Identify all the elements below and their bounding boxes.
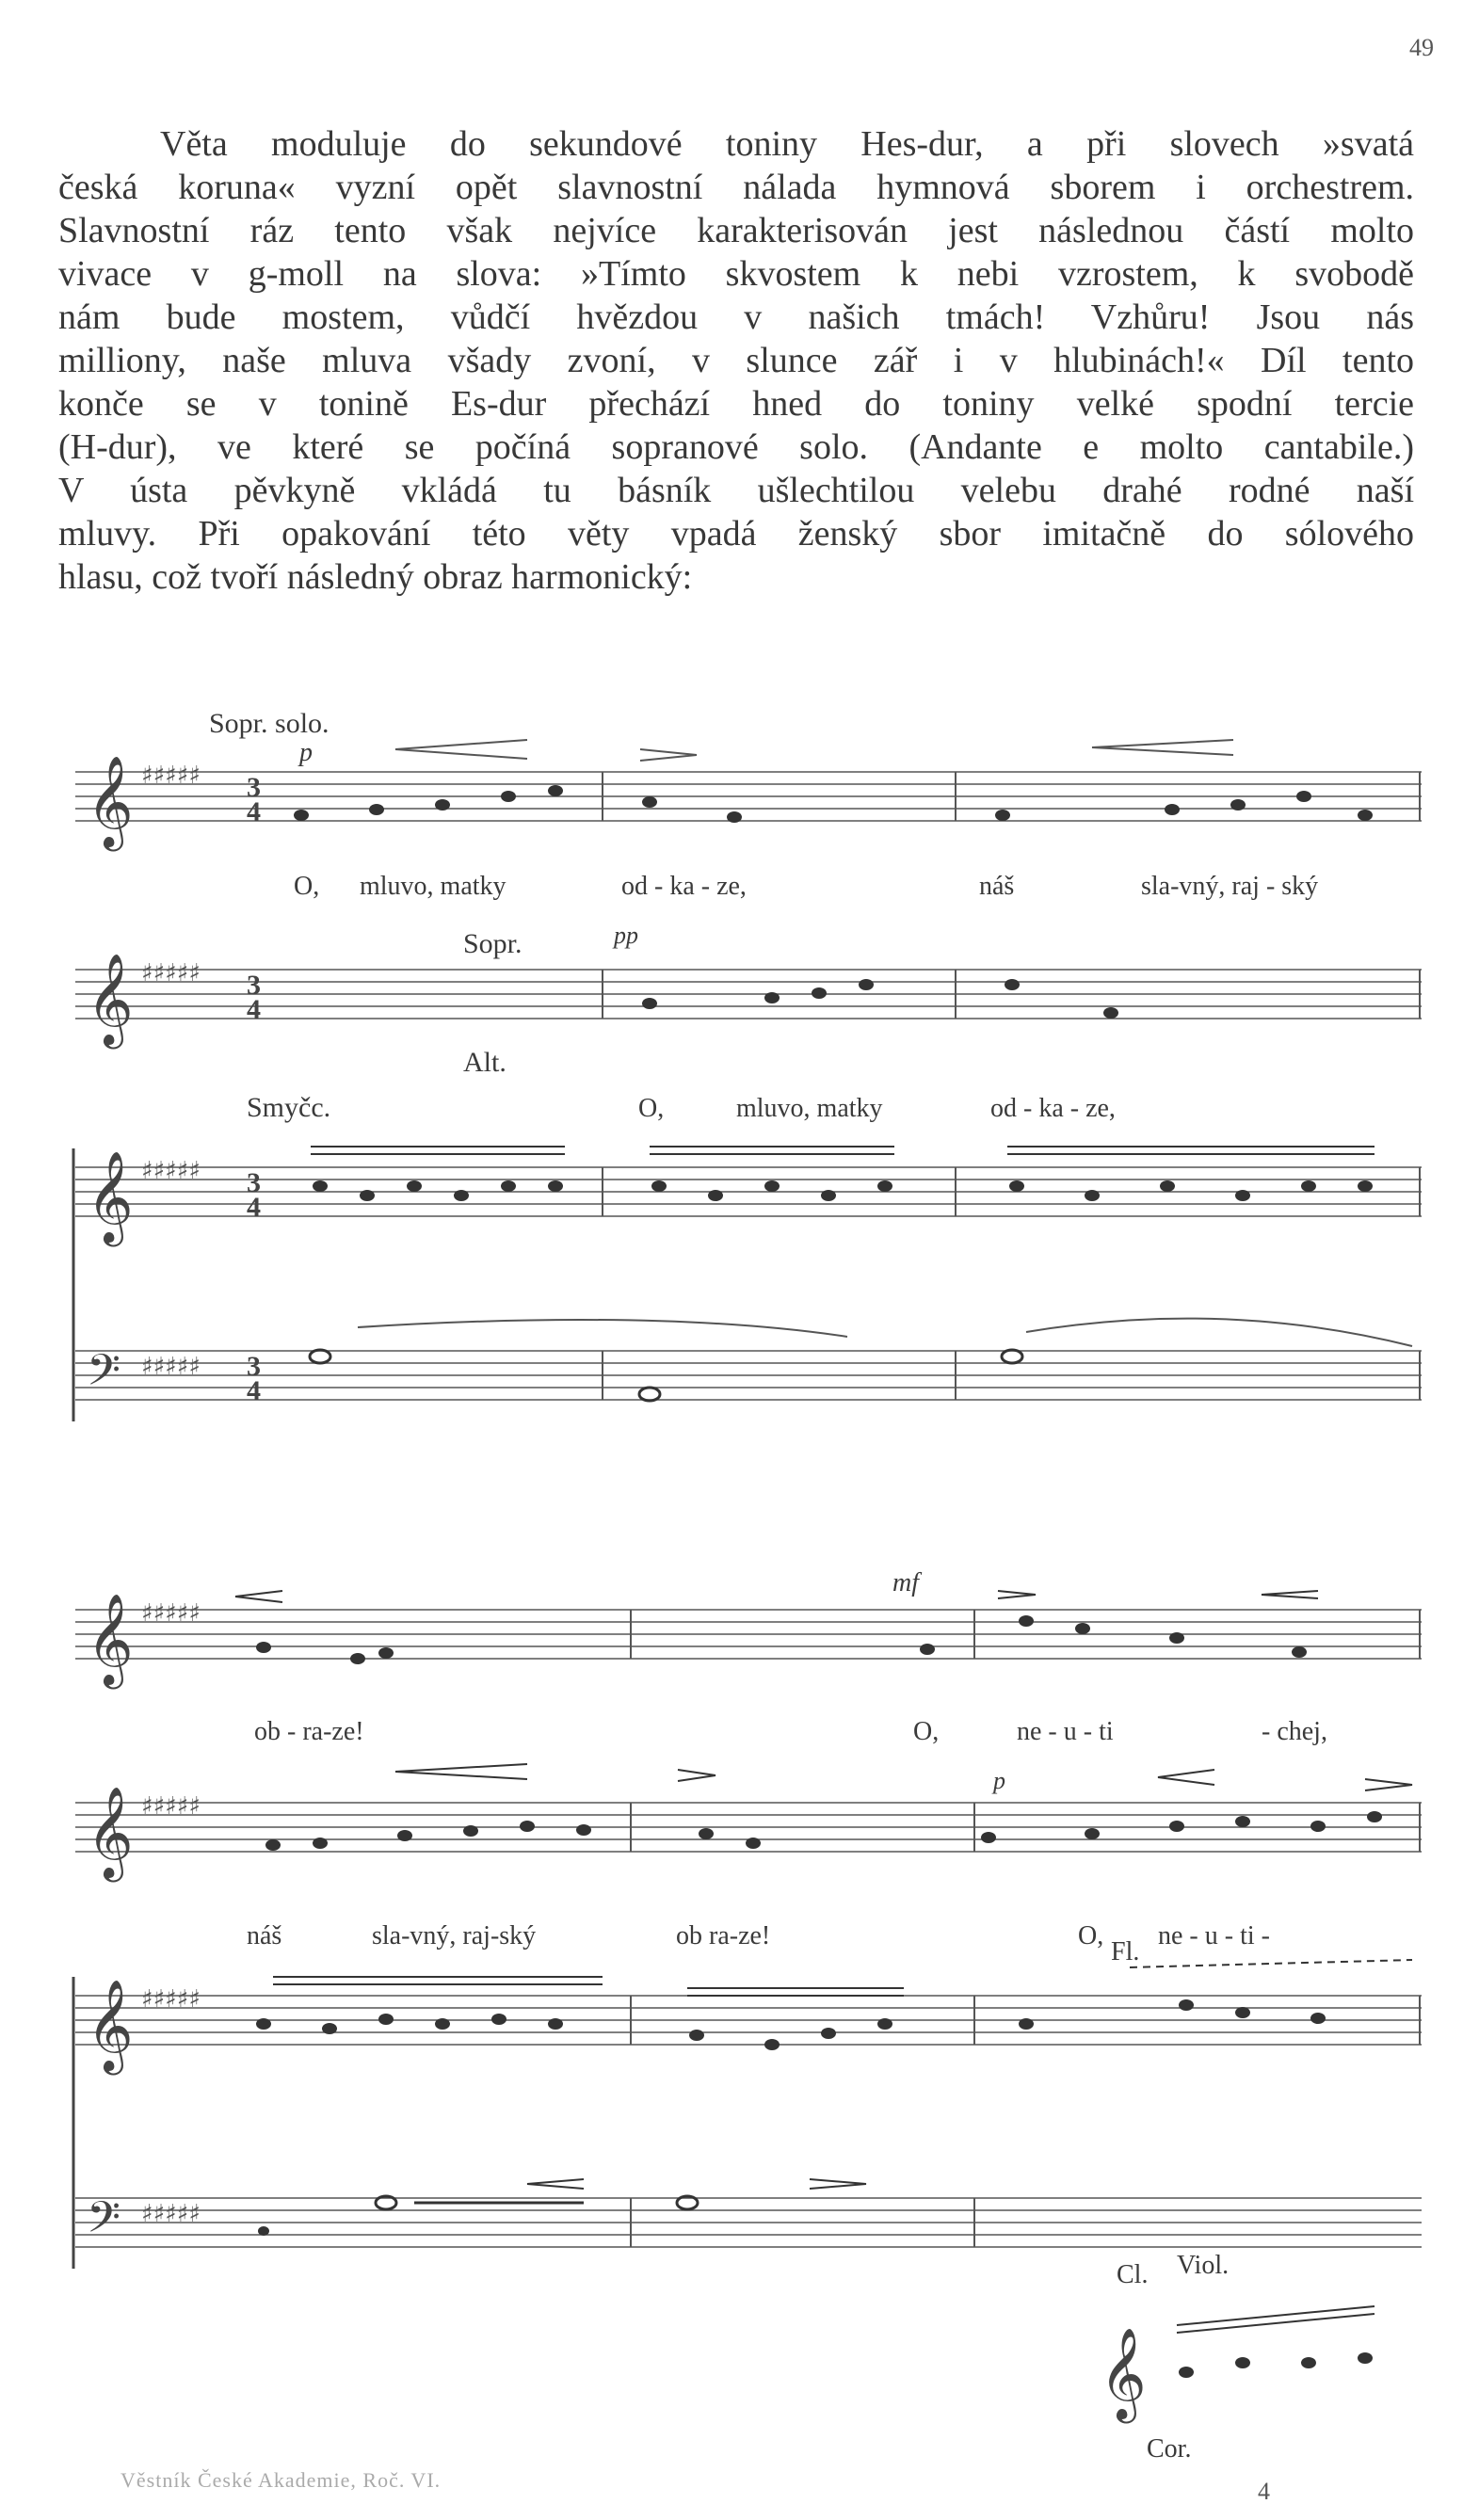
key-signatures (141, 762, 201, 2228)
dynamic-marking: mf (892, 1568, 919, 1597)
time-signature-bottom: 4 (247, 1375, 261, 1406)
lyric-syllable: O, (913, 1717, 940, 1746)
time-signature-bottom: 4 (247, 796, 261, 827)
lyric-syllable: mluvo, matky (736, 1094, 883, 1123)
dynamic-marking: p (993, 1767, 1005, 1794)
note-head (548, 785, 563, 796)
note-head (746, 1838, 761, 1849)
note-head (699, 1828, 714, 1839)
sharp-icon: ♯♯♯♯♯ (141, 762, 201, 790)
note-head (1009, 1180, 1024, 1192)
paragraph-line: vivace v g-moll na slova: »Tímto skvostem k nebi vzrostem, k svobodě (58, 254, 1414, 294)
staff-soprano-solo (75, 1610, 1422, 1659)
note-head (491, 2014, 506, 2025)
note-head (1179, 1999, 1194, 2011)
lyric-syllable: O, (1078, 1921, 1104, 1950)
note-head (1358, 810, 1373, 821)
note-head (1296, 791, 1311, 802)
note-head (859, 979, 874, 990)
note-head (258, 2226, 269, 2236)
paragraph-line: Slavnostní ráz tento však nejvíce karakterisován jest následnou částí molto (58, 211, 1414, 250)
lyric-syllable: ne - u - ti (1017, 1717, 1114, 1746)
label-viola: Viol. (1177, 2251, 1230, 2280)
lyric-syllable: sla-vný, raj - ský (1141, 872, 1319, 901)
note-head (1292, 1646, 1307, 1658)
note-head (1169, 1821, 1184, 1832)
label-flute: Fl. (1111, 1937, 1140, 1966)
treble-clef-icon: 𝄞 (87, 1593, 134, 1685)
note-head (520, 1821, 535, 1832)
note-head (1358, 2352, 1373, 2364)
note-head (1310, 2013, 1326, 2024)
lyrics-solo (254, 1717, 1327, 1746)
note-head (576, 1824, 591, 1836)
note-head (360, 1190, 375, 1201)
lyric-syllable: ob ra-ze! (676, 1921, 771, 1950)
staff-strings-bass (75, 2198, 1422, 2247)
bass-clef-icon: 𝄢 (87, 1345, 121, 1406)
note-head (1085, 1828, 1100, 1839)
label-strings: Smyčc. (247, 1092, 331, 1123)
treble-clef-icon: 𝄞 (87, 1150, 134, 1243)
paragraph-line: mluvy. Při opakování této věty vpadá ženský sbor imitačně do sólového (58, 514, 1414, 554)
sharp-icon: ♯♯♯♯♯ (141, 1599, 201, 1628)
note-head (877, 2018, 892, 2030)
note-head (1301, 1180, 1316, 1192)
note-head (1235, 1190, 1250, 1201)
time-signature-top: 3 (247, 1351, 261, 1382)
lyrics-choir (638, 1094, 1116, 1123)
note-head (310, 1350, 330, 1363)
note-head (548, 2018, 563, 2030)
time-signatures (247, 772, 261, 1406)
note-head (294, 810, 309, 821)
note-head (812, 987, 827, 999)
lyric-syllable: náš (979, 872, 1015, 901)
paragraph-line: V ústa pěvkyně vkládá tu básník ušlechtilou velebu drahé rodné naší (58, 471, 1414, 510)
paragraph-line: konče se v tonině Es-dur přechází hned do toniny velké spodní tercie (58, 384, 1414, 424)
lyric-syllable: mluvo, matky (360, 872, 506, 901)
note-head (764, 992, 780, 1003)
note-head (265, 1839, 281, 1851)
note-head (651, 1180, 667, 1192)
note-head (463, 1825, 478, 1837)
treble-clef-icon: 𝄞 (87, 1979, 134, 2071)
label-horn: Cor. (1147, 2434, 1192, 2464)
note-head (256, 2018, 271, 2030)
note-head (708, 1190, 723, 1201)
note-head (1310, 1821, 1326, 1832)
treble-clef-icon: 𝄞 (1100, 2327, 1147, 2419)
sharp-icon: ♯♯♯♯♯ (141, 1157, 201, 1185)
note-head (920, 1644, 935, 1655)
staff-strings-bass (75, 1351, 1422, 1400)
note-head (1165, 804, 1180, 815)
time-signature-top: 3 (247, 772, 261, 803)
note-head (727, 811, 742, 823)
note-head (1019, 2018, 1034, 2030)
sharp-icon: ♯♯♯♯♯ (141, 1985, 201, 2014)
treble-clef-icon: 𝄞 (87, 1786, 134, 1878)
note-head (689, 2030, 704, 2041)
note-head (322, 2023, 337, 2034)
lyric-syllable: od - ka - ze, (621, 872, 747, 901)
note-head (1160, 1180, 1175, 1192)
staff-choir (75, 970, 1422, 1019)
note-head (1019, 1615, 1034, 1627)
note-head (548, 1180, 563, 1192)
note-head (1235, 2357, 1250, 2368)
note-head (397, 1830, 412, 1841)
note-head (1235, 1816, 1250, 1827)
note-head (764, 1180, 780, 1192)
time-signature-top: 3 (247, 970, 261, 1001)
note-head (1002, 1350, 1022, 1363)
lyrics-solo (294, 872, 1318, 901)
note-head (313, 1838, 328, 1849)
treble-clef-icon: 𝄞 (87, 755, 134, 847)
label-alto: Alt. (463, 1047, 506, 1078)
note-head (501, 791, 516, 802)
paragraph-line: (H-dur), ve které se počíná sopranové solo. (Andante e molto cantabile.) (58, 427, 1414, 467)
note-head (642, 796, 657, 808)
lyric-syllable: ob - ra-ze! (254, 1717, 364, 1746)
journal-footer: Věstník České Akademie, Roč. VI. (121, 2468, 442, 2492)
staff-soprano-solo (75, 772, 1422, 821)
note-head (1358, 1180, 1373, 1192)
time-signature-bottom: 4 (247, 1192, 261, 1223)
sharp-icon: ♯♯♯♯♯ (141, 1353, 201, 1381)
note-head (1230, 799, 1246, 811)
note-head (1005, 979, 1020, 990)
note-head (1179, 2367, 1194, 2378)
note-head (407, 1180, 422, 1192)
note-head (378, 1647, 394, 1659)
lyric-syllable: ne - u - ti - (1158, 1921, 1270, 1950)
hairpins-system1 (358, 740, 1412, 1346)
paragraph-line: milliony, naše mluva všady zvoní, v slunce zář i v hlubinách!« Díl tento (58, 341, 1414, 380)
note-head (1169, 1632, 1184, 1644)
note-head (313, 1180, 328, 1192)
signature-mark: 4 (1258, 2478, 1270, 2505)
note-head (501, 1180, 516, 1192)
note-head (821, 1190, 836, 1201)
clefs (87, 755, 1147, 2423)
note-head (995, 810, 1010, 821)
staff-lines (75, 772, 1422, 2247)
bass-clef-icon: 𝄢 (87, 2192, 121, 2254)
lyric-syllable: O, (294, 872, 320, 901)
note-head (1085, 1190, 1100, 1201)
time-signature-bottom: 4 (247, 994, 261, 1025)
note-head (369, 804, 384, 815)
lyric-syllable: od - ka - ze, (990, 1094, 1116, 1123)
label-soprano-solo: Sopr. solo. (209, 708, 330, 739)
lyric-syllable: - chej, (1262, 1717, 1327, 1746)
note-head (350, 1653, 365, 1664)
note-head (435, 799, 450, 811)
note-head (435, 2018, 450, 2030)
sharp-icon: ♯♯♯♯♯ (141, 1792, 201, 1821)
sharp-icon: ♯♯♯♯♯ (141, 2200, 201, 2228)
note-head (821, 2028, 836, 2039)
paragraph-line: nám bude mostem, vůdčí hvězdou v našich tmách! Vzhůru! Jsou nás (58, 297, 1414, 337)
paragraph-line: Věta moduluje do sekundové toniny Hes-dur, a při slovech »svatá (160, 124, 1414, 164)
lyric-syllable: náš (247, 1921, 282, 1950)
note-head (877, 1180, 892, 1192)
label-soprano: Sopr. (463, 928, 522, 959)
beams-system1 (311, 1147, 1375, 1154)
note-head (1103, 1007, 1118, 1019)
dynamic-marking: p (299, 738, 313, 767)
lyric-syllable: O, (638, 1094, 665, 1123)
bar-lines (603, 772, 1420, 2247)
treble-clef-icon: 𝄞 (87, 953, 134, 1045)
note-head (981, 1832, 996, 1843)
lyric-syllable: sla-vný, raj-ský (372, 1921, 537, 1950)
beams-system2 (235, 1591, 1412, 2333)
note-head (1235, 2007, 1250, 2018)
paragraph-line: česká koruna« vyzní opět slavnostní nálada hymnová sborem i orchestrem. (58, 168, 1414, 207)
note-head (764, 2039, 780, 2050)
time-signature-top: 3 (247, 1167, 261, 1198)
note-head (642, 998, 657, 1009)
paragraph-line: hlasu, což tvoří následný obraz harmonický: (58, 557, 693, 597)
note-head (1075, 1623, 1090, 1634)
staff-strings-treble (75, 1996, 1422, 2045)
note-head (378, 2014, 394, 2025)
note-head (639, 1388, 660, 1401)
note-head (1301, 2357, 1316, 2368)
sharp-icon: ♯♯♯♯♯ (141, 959, 201, 987)
dynamic-marking: pp (614, 922, 638, 949)
staff-strings-treble (75, 1167, 1422, 1216)
note-head (1367, 1811, 1382, 1822)
note-head (454, 1190, 469, 1201)
note-head (256, 1642, 271, 1653)
page-number: 49 (1409, 34, 1434, 61)
label-clarinet: Cl. (1117, 2260, 1149, 2289)
